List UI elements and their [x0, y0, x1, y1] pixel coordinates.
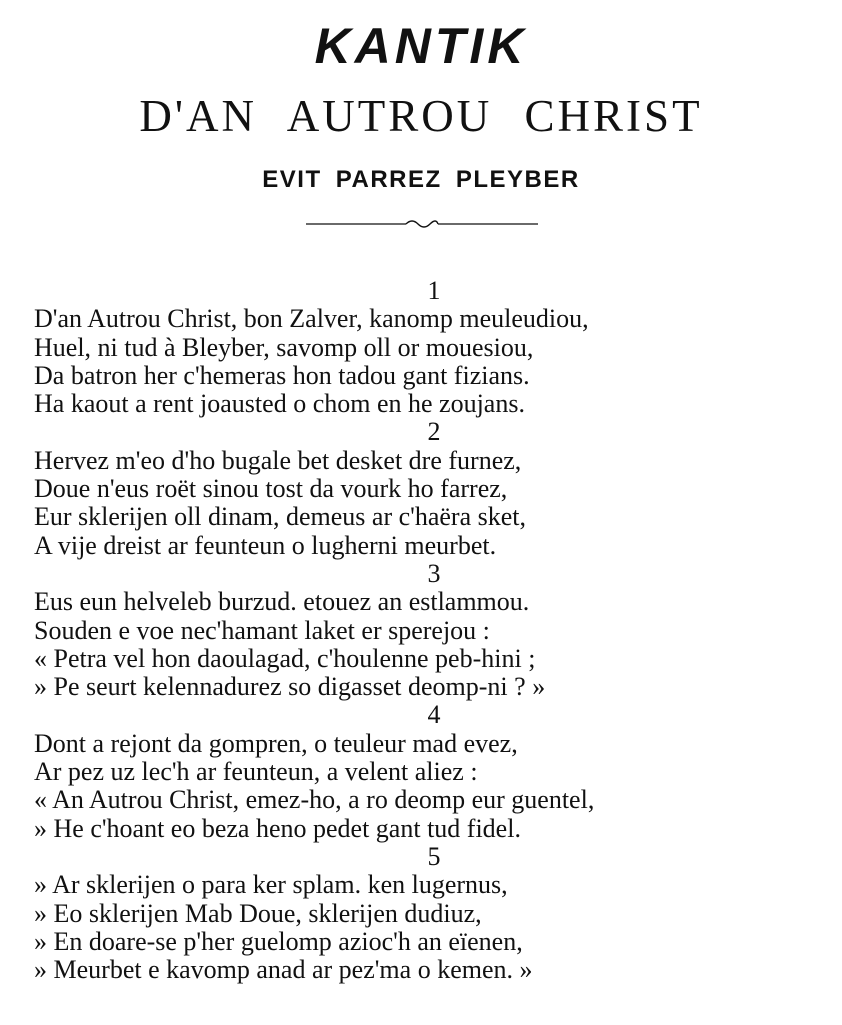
- verse-line: Ar pez uz lec'h ar feunteun, a velent aliez :: [34, 757, 478, 787]
- verse-line: Doue n'eus roët sinou tost da vourk ho farrez,: [34, 474, 508, 504]
- verse-line: A vije dreist ar feunteun o lugherni meurbet.: [34, 530, 497, 560]
- verse-line: Souden e voe nec'hamant laket er sperejou :: [34, 615, 490, 645]
- ornament-divider: [306, 214, 538, 234]
- verse-line: Dont a rejont da gompren, o teuleur mad evez,: [34, 728, 518, 758]
- stanza-number: 2: [427, 417, 441, 447]
- verse-line: « An Autrou Christ, emez-ho, a ro deomp eur guentel,: [34, 785, 595, 815]
- stanza-2: [34, 418, 834, 559]
- verse-line: « Petra vel hon daoulagad, c'houlenne peb-hini ;: [34, 643, 536, 673]
- verse-line: Eur sklerijen oll dinam, demeus ar c'haëra sket,: [34, 502, 527, 532]
- poem: [34, 277, 834, 984]
- dedication-line: EVIT PARREZ PLEYBER: [262, 166, 580, 193]
- verse-line: » Ar sklerijen o para ker splam. ken lugernus,: [34, 870, 508, 900]
- verse-line: » He c'hoant eo beza heno pedet gant tud fidel.: [34, 813, 521, 843]
- verse-line: » Pe seurt kelennadurez so digasset deomp-ni ? »: [34, 672, 546, 702]
- page-title: KANTIK: [314, 18, 528, 74]
- stanza-number: 4: [427, 700, 441, 730]
- stanza-3: [34, 560, 834, 701]
- page-subtitle: D'AN AUTROU CHRIST: [139, 91, 703, 141]
- stanza-number: 1: [427, 276, 441, 305]
- verse-line: Eus eun helveleb burzud. etouez an estlammou.: [34, 587, 530, 617]
- verse-line: Hervez m'eo d'ho bugale bet desket dre furnez,: [34, 445, 522, 475]
- verse-line: » Meurbet e kavomp anad ar pez'ma o kemen. »: [34, 955, 533, 985]
- stanza-5: [34, 843, 834, 984]
- verse-line: D'an Autrou Christ, bon Zalver, kanomp meuleudiou,: [34, 304, 589, 334]
- stanza-1: [34, 277, 834, 418]
- stanza-number: 3: [427, 558, 441, 588]
- stanza-4: [34, 701, 834, 842]
- stanza-number: 5: [427, 841, 441, 871]
- verse-line: » En doare-se p'her guelomp azioc'h an eïenen,: [34, 926, 523, 956]
- verse-line: » Eo sklerijen Mab Doue, sklerijen dudiuz,: [34, 898, 482, 928]
- verse-line: Da batron her c'hemeras hon tadou gant fizians.: [34, 360, 530, 390]
- verse-line: Huel, ni tud à Bleyber, savomp oll or mouesiou,: [34, 332, 534, 362]
- verse-line: Ha kaout a rent joausted o chom en he zoujans.: [34, 389, 525, 419]
